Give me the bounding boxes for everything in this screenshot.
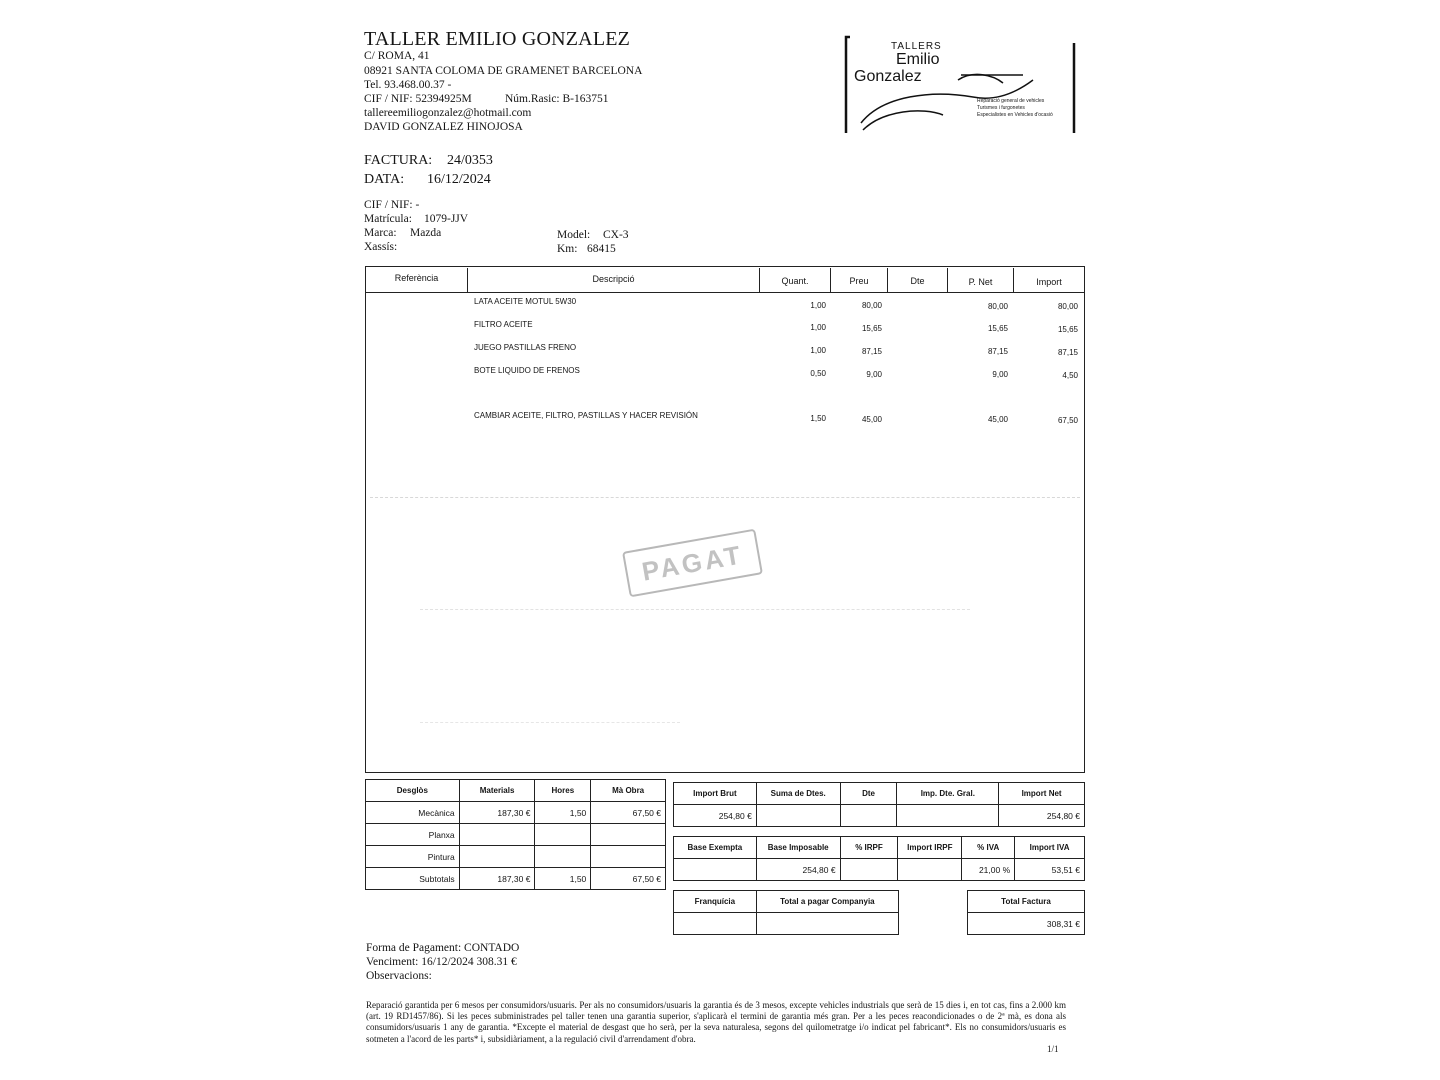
invoice-total-value: 308,31 € [968, 913, 1085, 935]
line-amount: 67,50 [1057, 416, 1078, 425]
franchise-amount [674, 913, 757, 935]
company-payable [756, 913, 898, 935]
line-amount: 80,00 [1057, 302, 1078, 311]
line-price: 9,00 [866, 370, 882, 379]
line-quantity: 1,00 [810, 346, 826, 355]
taxable-base: 254,80 € [756, 859, 840, 881]
totals-header: Imp. Dte. Gral. [897, 783, 999, 805]
model-label: Model: [557, 229, 591, 241]
logo-line2: Emilio [896, 51, 940, 68]
line-description: JUEGO PASTILLAS FRENO [474, 343, 577, 352]
table-row [366, 780, 666, 802]
legal-terms: Reparació garantida per 6 mesos per consumidors/usuaris. Per als no consumidors/usuaris la garantia és de 3 mesos, excepte vehicles industrials que serà de 15 dies i, en tot cas, fins a 2.000 km (art. 19 RD1457/86). Si les peces subministrades pel taller tenen una garantia superior, s'aplicarà el termini de garantia més gran. Per a les peces reacondicionades o de 2ª mà, es dona als consumidors/usuaris 1 any de garantia. *Excepte el material de desgast que ho serà, per la seva naturalesa, segons del quilometratge i/o indicat pel fabricant*. Els no consumidors/usuaris es sotmeten a l'acord de les parts* i, subsidiàriament, a la regulació civil d'arrendament d'obra. [366, 1000, 1066, 1044]
breakdown-label: Mecànica [366, 802, 460, 824]
payment-method: Forma de Pagament: CONTADO [366, 942, 520, 954]
logo-line3: Gonzalez [854, 68, 922, 85]
scan-artifact-line [420, 609, 970, 610]
line-quantity: 1,00 [810, 323, 826, 332]
table-row [366, 802, 666, 824]
logo-tag2: Turismes i furgonetes [977, 105, 1025, 111]
line-net-price: 9,00 [992, 370, 1008, 379]
breakdown-labour [591, 846, 666, 868]
line-net-price: 15,65 [987, 324, 1008, 333]
page-number: 1/1 [1047, 1044, 1059, 1054]
logo-tag1: Reparació general de vehicles [977, 98, 1045, 104]
exempt-base [674, 859, 757, 881]
header-description: Descripció [592, 274, 635, 284]
breakdown-header: Desglòs [366, 780, 460, 802]
header-price: Preu [849, 276, 869, 286]
discount [840, 805, 897, 827]
line-price: 87,15 [861, 347, 882, 356]
invoice-total-table [967, 890, 1085, 935]
line-price: 15,65 [861, 324, 882, 333]
breakdown-header: Hores [535, 780, 591, 802]
totals-header: Dte [840, 783, 897, 805]
line-quantity: 0,50 [810, 369, 826, 378]
invoice-number-label: FACTURA: [364, 153, 433, 168]
breakdown-hours [535, 824, 591, 846]
breakdown-label: Planxa [366, 824, 460, 846]
breakdown-hours: 1,50 [535, 868, 591, 890]
breakdown-label: Subtotals [366, 868, 460, 890]
breakdown-hours: 1,50 [535, 802, 591, 824]
breakdown-label: Pintura [366, 846, 460, 868]
breakdown-materials [459, 824, 535, 846]
line-quantity: 1,50 [810, 414, 826, 423]
header-discount: Dte [910, 276, 925, 286]
table-row [366, 868, 666, 890]
totals-header: % IRPF [840, 837, 898, 859]
totals-header: Base Exempta [674, 837, 757, 859]
general-discount [897, 805, 999, 827]
totals-header: Franquícia [674, 891, 757, 913]
line-net-price: 45,00 [987, 415, 1008, 424]
header-amount: Import [1036, 277, 1062, 287]
table-row [674, 891, 899, 913]
insurance-table [673, 890, 899, 935]
customer-cif: CIF / NIF: - [364, 199, 420, 211]
breakdown-materials: 187,30 € [459, 868, 535, 890]
header-net-price: P. Net [968, 277, 993, 287]
table-row [968, 891, 1085, 913]
line-price: 80,00 [861, 301, 882, 310]
table-row [674, 913, 899, 935]
table-row [968, 913, 1085, 935]
breakdown-labour [591, 824, 666, 846]
logo-tag3: Especialistes en Vehicles d'ocasió [977, 112, 1053, 118]
scan-artifact-line [370, 497, 1080, 498]
paid-stamp-text: PAGAT [639, 539, 746, 587]
company-city: 08921 SANTA COLOMA DE GRAMENET BARCELONA [364, 65, 643, 77]
totals-header: % IVA [962, 837, 1015, 859]
plate-value: 1079-JJV [424, 213, 469, 225]
vat-amount: 53,51 € [1015, 859, 1085, 881]
line-description: CAMBIAR ACEITE, FILTRO, PASTILLAS Y HACER REVISIÓN [474, 411, 698, 420]
table-row [674, 805, 1085, 827]
breakdown-materials [459, 846, 535, 868]
plate-label: Matrícula: [364, 213, 412, 225]
due-date: Venciment: 16/12/2024 308.31 € [366, 956, 517, 968]
line-net-price: 87,15 [987, 347, 1008, 356]
breakdown-header: Mà Obra [591, 780, 666, 802]
table-row [674, 837, 1085, 859]
header-reference: Referència [394, 273, 439, 283]
totals-header: Suma de Dtes. [756, 783, 840, 805]
table-row [366, 846, 666, 868]
line-quantity: 1,00 [810, 301, 826, 310]
breakdown-labour: 67,50 € [591, 868, 666, 890]
company-address: C/ ROMA, 41 [364, 50, 430, 62]
observations-label: Observacions: [366, 970, 432, 982]
table-row [366, 824, 666, 846]
company-phone: Tel. 93.468.00.37 - [364, 79, 452, 91]
brand-value: Mazda [410, 227, 442, 239]
irpf-percent [840, 859, 898, 881]
breakdown-labour: 67,50 € [591, 802, 666, 824]
breakdown-hours [535, 846, 591, 868]
company-owner: DAVID GONZALEZ HINOJOSA [364, 121, 523, 133]
totals-tax-table [673, 836, 1085, 881]
logo-graphic [843, 35, 1079, 137]
table-row [674, 859, 1085, 881]
line-amount: 4,50 [1062, 371, 1078, 380]
invoice-date-label: DATA: [364, 172, 405, 187]
irpf-amount [898, 859, 962, 881]
line-amount: 87,15 [1057, 348, 1078, 357]
model-value: CX-3 [603, 229, 629, 241]
totals-header: Import IVA [1015, 837, 1085, 859]
breakdown-table [365, 779, 666, 890]
line-price: 45,00 [861, 415, 882, 424]
totals-header: Base Imposable [756, 837, 840, 859]
brand-label: Marca: [364, 227, 397, 239]
logo-line1: TALLERS [891, 41, 942, 52]
totals-header: Total a pagar Companyia [756, 891, 898, 913]
totals-header: Import IRPF [898, 837, 962, 859]
breakdown-materials: 187,30 € [459, 802, 535, 824]
company-registry: Núm.Rasic: B-163751 [505, 93, 609, 105]
totals-header: Import Brut [674, 783, 757, 805]
breakdown-header: Materials [459, 780, 535, 802]
km-value: 68415 [587, 243, 616, 255]
discount-sum [756, 805, 840, 827]
line-description: FILTRO ACEITE [474, 320, 533, 329]
scan-artifact-line [420, 722, 680, 723]
company-logo [843, 35, 1079, 137]
table-row [674, 783, 1085, 805]
line-net-price: 80,00 [987, 302, 1008, 311]
totals-gross-table [673, 782, 1085, 827]
km-label: Km: [557, 243, 578, 255]
totals-header: Import Net [999, 783, 1085, 805]
gross-amount: 254,80 € [674, 805, 757, 827]
line-description: BOTE LIQUIDO DE FRENOS [474, 366, 580, 375]
line-description: LATA ACEITE MOTUL 5W30 [474, 297, 577, 306]
chassis-label: Xassís: [364, 241, 398, 253]
vat-percent: 21,00 % [962, 859, 1015, 881]
invoice-lines-table [365, 266, 1085, 773]
invoice-number: 24/0353 [447, 153, 493, 168]
invoice-total-header: Total Factura [968, 891, 1085, 913]
header-quantity: Quant. [781, 276, 809, 286]
company-email: tallereemiliogonzalez@hotmail.com [364, 107, 532, 119]
company-cif: CIF / NIF: 52394925M [364, 93, 472, 105]
net-amount: 254,80 € [999, 805, 1085, 827]
company-name: TALLER EMILIO GONZALEZ [364, 28, 631, 50]
invoice-date: 16/12/2024 [427, 172, 491, 187]
line-amount: 15,65 [1057, 325, 1078, 334]
